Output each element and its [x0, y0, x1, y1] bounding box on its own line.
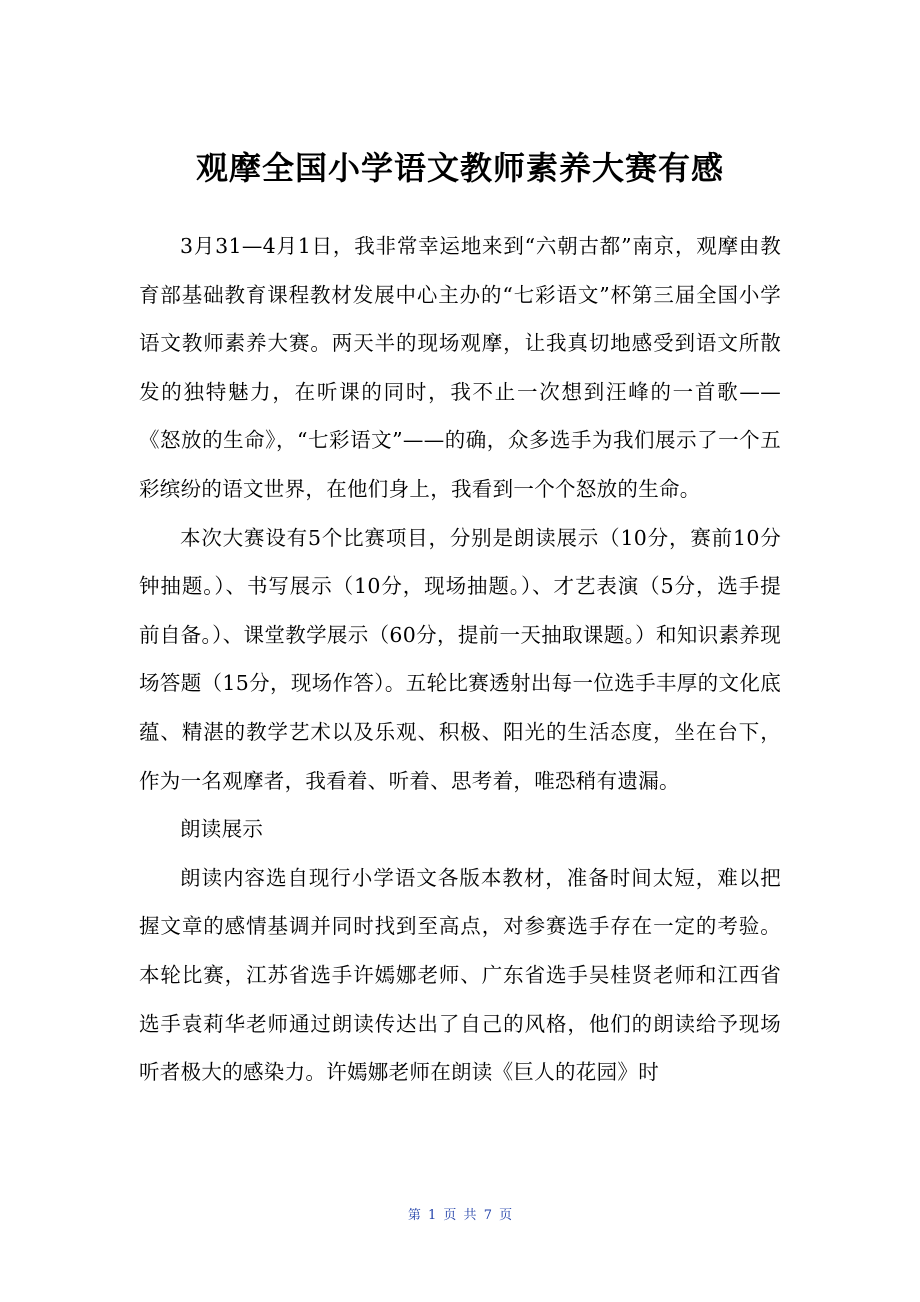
paragraph-reading-display: 朗读内容选自现行小学语文各版本教材，准备时间太短，难以把握文章的感情基调并同时找到至高点，对参赛选手存在一定的考验。本轮比赛，江苏省选手许嫣娜老师、广东省选手吴桂贤老师和江西省选手袁莉华老师通过朗读传达出了自己的风格，他们的朗读给予现场听者极大的感染力。许嫣娜老师在朗读《巨人的花园》时: [139, 865, 781, 1085]
document-body: [139, 222, 781, 1097]
section-heading-reading: 朗读展示: [180, 817, 264, 842]
paragraph-competition-items: 本次大赛设有5个比赛项目，分别是朗读展示（10分，赛前10分钟抽题。）、书写展示（10分，现场抽题。）、才艺表演（5分，选手提前自备。）、课堂教学展示（60分，提前一天抽取课题。）和知识素养现场答题（15分，现场作答）。五轮比赛透射出每一位选手丰厚的文化底蕴、精湛的教学艺术以及乐观、积极、阳光的生活态度，坐在台下，作为一名观摩者，我看着、听着、思考着，唯恐稍有遗漏。: [139, 525, 781, 793]
document-title: 观摩全国小学语文教师素养大赛有感: [195, 149, 724, 187]
page-number-footer: 第 1 页 共 7 页: [407, 1208, 513, 1223]
paragraph-intro: 3月31—4月1日，我非常幸运地来到“六朝古都”南京，观摩由教育部基础教育课程教材发展中心主办的“七彩语文”杯第三届全国小学语文教师素养大赛。两天半的现场观摩，让我真切地感受到语文所散发的独特魅力，在听课的同时，我不止一次想到汪峰的一首歌——《怒放的生命》，“七彩语文”——的确，众多选手为我们展示了一个五彩缤纷的语文世界，在他们身上，我看到一个个怒放的生命。: [139, 234, 781, 501]
